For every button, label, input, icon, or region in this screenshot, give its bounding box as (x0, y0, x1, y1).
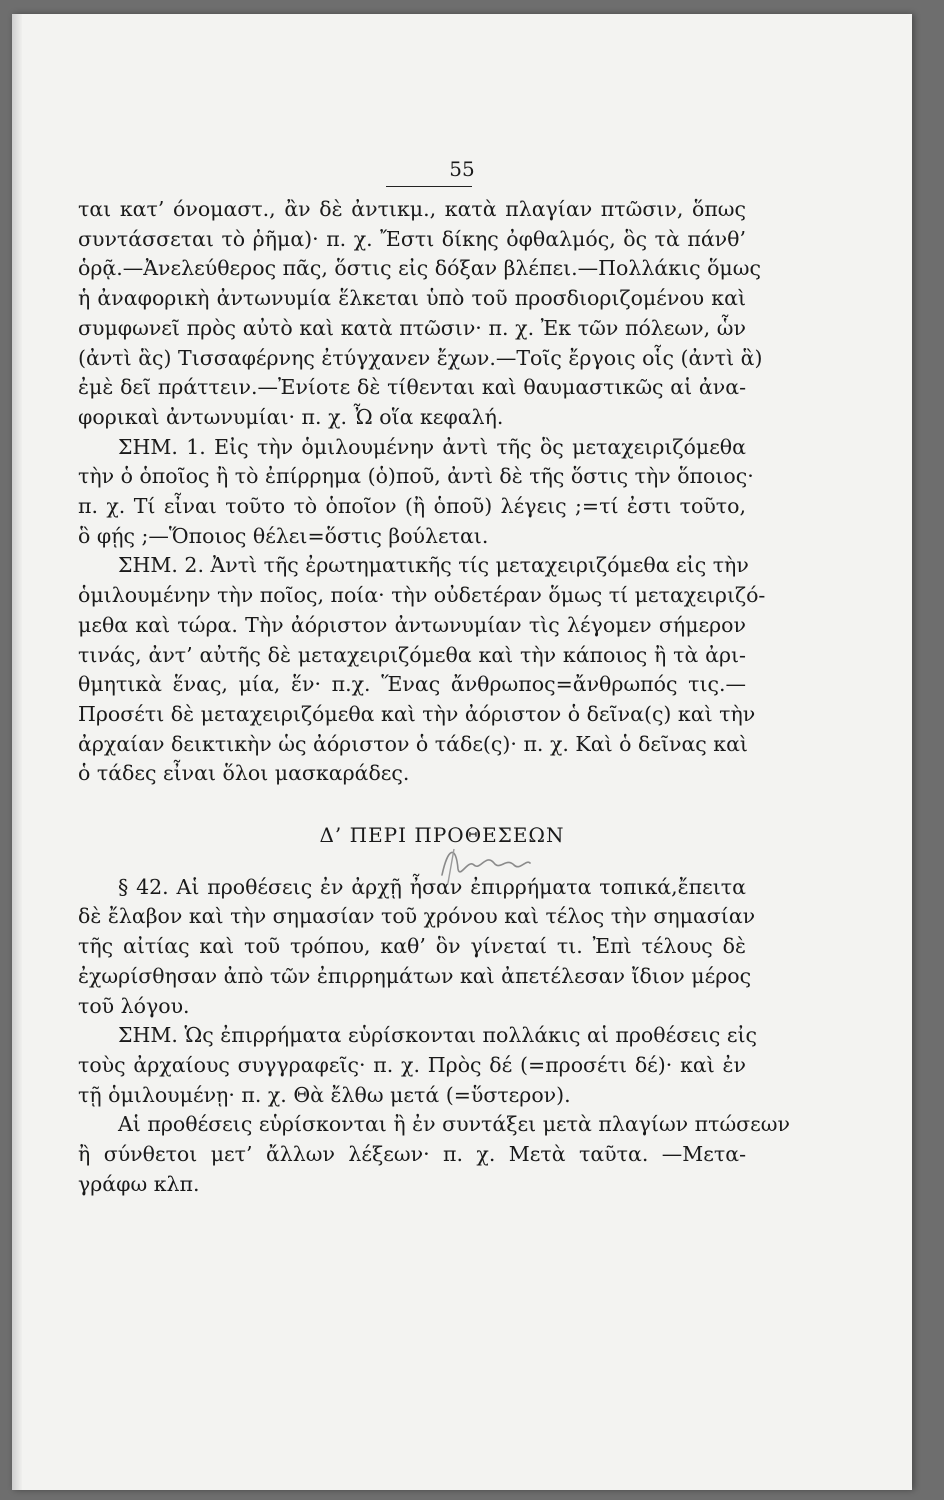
text-line: τῆς αἰτίας καὶ τοῦ τρόπου, καθ’ ὃν γίνεταί τι. Ἐπὶ τέλους δὲ (78, 934, 746, 959)
text-line: δὲ ἔλαβον καὶ τὴν σημασίαν τοῦ χρόνου καὶ τέλος τὴν σημασίαν (78, 904, 756, 929)
text-line: γράφω κλπ. (78, 1171, 200, 1196)
text-line: τινάς, ἀντ’ αὐτῆς δὲ μεταχειριζόμεθα καὶ τὴν κάποιος ἢ τὰ ἀρι- (78, 642, 746, 667)
note-3 (78, 1021, 758, 1110)
page-text (78, 154, 790, 1200)
text-line: Αἱ προθέσεις εὑρίσκονται ἢ ἐν συντάξει μετὰ πλαγίων πτώσεων (118, 1112, 790, 1137)
text-line: ὁ τάδες εἶναι ὅλοι μασκαράδες. (78, 761, 410, 786)
text-line: τῇ ὁμιλουμένῃ· π. χ. Θὰ ἔλθω μετά (=ὕστερον). (78, 1082, 571, 1107)
text-line: συμφωνεῖ πρὸς αὐτὸ καὶ κατὰ πτῶσιν· π. χ. Ἐκ τῶν πόλεων, ὧν (78, 315, 746, 340)
text-line: μεθα καὶ τώρα. Τὴν ἀόριστον ἀντωνυμίαν τὶς λέγομεν σήμερον (78, 612, 746, 637)
text-line: τοὺς ἀρχαίους συγγραφεῖς· π. χ. Πρὸς δέ (=προσέτι δέ)· καὶ ἐν (78, 1052, 746, 1077)
text-line: ἡ ἀναφορικὴ ἀντωνυμία ἕλκεται ὑπὸ τοῦ προσδιοριζομένου καὶ (78, 286, 746, 311)
page-number-rule (386, 186, 472, 187)
text-line: ἐχωρίσθησαν ἀπὸ τῶν ἐπιρρημάτων καὶ ἀπετέλεσαν ἴδιον μέρος (78, 963, 752, 988)
note-1 (78, 433, 754, 552)
text-line: ἐμὲ δεῖ πράττειν.—Ἐνίοτε δὲ τίθενται καὶ θαυμαστικῶς αἱ ἀνα- (78, 375, 746, 400)
note-2 (78, 551, 766, 789)
text-line: ὁμιλουμένην τὴν ποῖος, ποία· τὴν οὐδετέραν ὅμως τί μεταχειριζό- (78, 583, 766, 608)
section-heading: Δ’ ΠΕΡΙ ΠΡΟΘΕΣΕΩΝ (319, 823, 565, 848)
page-edge-shadow (12, 14, 22, 1490)
book-page (12, 14, 912, 1490)
section-42 (78, 873, 756, 1022)
text-line: τὴν ὁ ὁποῖος ἢ τὸ ἐπίρρημα (ὁ)ποῦ, ἀντὶ δὲ τῆς ὅστις τὴν ὅποιος· (78, 464, 754, 489)
text-line: συντάσσεται τὸ ῥῆμα)· π. χ. Ἔστι δίκης ὀφθαλμός, ὃς τὰ πάνθ’ (78, 226, 746, 251)
text-line: ὃ φῄς ;—Ὅποιος θέλει=ὅστις βούλεται. (78, 523, 489, 548)
handwritten-mark (434, 839, 534, 887)
text-line: § 42. Αἱ προθέσεις ἐν ἀρχῇ ἦσαν ἐπιρρήματα τοπικά,ἔπειτα (118, 874, 746, 899)
page-number: 55 (449, 157, 475, 181)
text-line: (ἀντὶ ἃς) Τισσαφέρνης ἐτύγχανεν ἔχων.—Τοῖς ἔργοις οἷς (ἀντὶ ἃ) (78, 345, 763, 370)
paragraph-prepositions (78, 1110, 790, 1199)
text-line: θμητικὰ ἕνας, μία, ἕν· π.χ. Ἕνας ἄνθρωπος=ἄνθρωπός τις.— (78, 672, 746, 697)
text-line: ἀρχαίαν δεικτικὴν ὡς ἀόριστον ὁ τάδε(ς)· π. χ. Καὶ ὁ δεῖνας καὶ (78, 731, 748, 756)
text-line: π. χ. Τί εἶναι τοῦτο τὸ ὁποῖον (ἢ ὁποῦ) λέγεις ;=τί ἐστι τοῦτο, (78, 494, 746, 519)
text-line: ἢ σύνθετοι μετ’ ἄλλων λέξεων· π. χ. Μετὰ ταῦτα. —Μετα- (78, 1142, 746, 1167)
text-line: ΣΗΜ. 2. Ἀντὶ τῆς ἐρωτηματικῆς τίς μεταχειριζόμεθα εἰς τὴν (118, 553, 749, 578)
text-line: ΣΗΜ. Ὡς ἐπιρρήματα εὑρίσκονται πολλάκις αἱ προθέσεις εἰς (118, 1023, 758, 1048)
text-line: ὁρᾷ.—Ἀνελεύθερος πᾶς, ὅστις εἰς δόξαν βλέπει.—Πολλάκις ὅμως (78, 256, 761, 281)
text-line: φορικαὶ ἀντωνυμίαι· π. χ. Ὦ οἵα κεφαλή. (78, 404, 504, 429)
text-line: ται κατ’ όνομαστ., ἂν δὲ ἀντικμ., κατὰ πλαγίαν πτῶσιν, ὅπως (78, 197, 746, 221)
paragraph-relative-pronoun (78, 195, 763, 433)
text-line: Προσέτι δὲ μεταχειριζόμεθα καὶ τὴν ἀόριστον ὁ δεῖνα(ς) καὶ τὴν (78, 701, 756, 726)
text-line: ΣΗΜ. 1. Εἰς τὴν ὁμιλουμένην ἀντὶ τῆς ὃς μεταχειριζόμεθα (118, 434, 746, 459)
text-line: τοῦ λόγου. (78, 993, 190, 1018)
